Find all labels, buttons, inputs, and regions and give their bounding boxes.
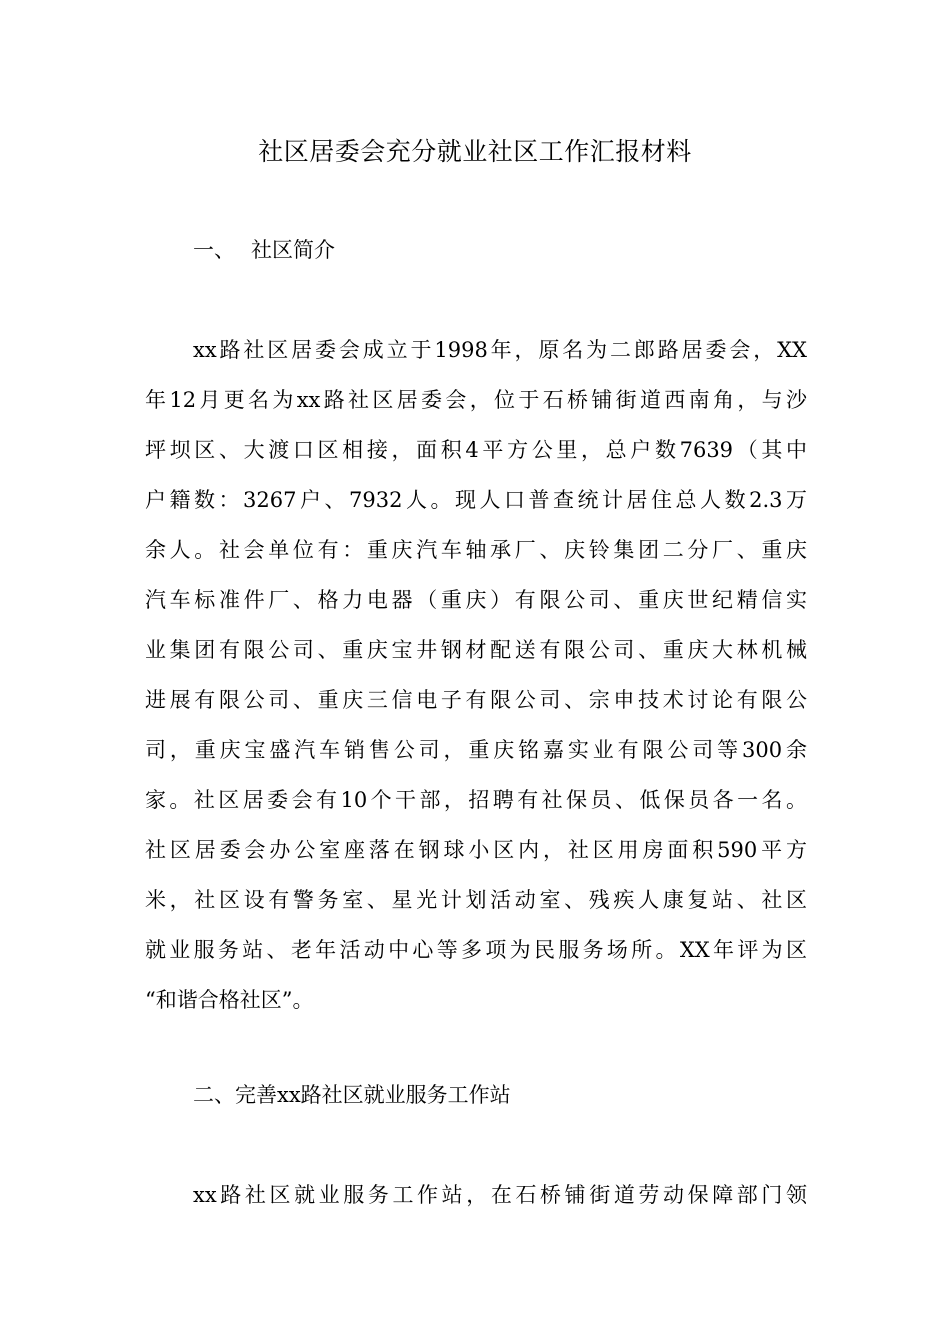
paragraph-line: 年12月更名为xx路社区居委会，位于石桥铺街道西南角，与沙 bbox=[145, 388, 807, 412]
paragraph-line: xx路社区居委会成立于1998年，原名为二郎路居委会，XX bbox=[193, 338, 807, 362]
paragraph-line: 业集团有限公司、重庆宝井钢材配送有限公司、重庆大林机械 bbox=[145, 638, 807, 662]
section-2-paragraph bbox=[145, 1170, 807, 1220]
section-number-1: 一、 bbox=[193, 238, 235, 262]
paragraph-line: 司，重庆宝盛汽车销售公司，重庆铭嘉实业有限公司等300余 bbox=[145, 738, 807, 762]
paragraph-line: 家。社区居委会有10个干部，招聘有社保员、低保员各一名。 bbox=[145, 788, 807, 812]
paragraph-line: “和谐合格社区”。 bbox=[145, 988, 314, 1012]
section-title-1: 社区简介 bbox=[251, 238, 335, 262]
paragraph-line: xx路社区就业服务工作站，在石桥铺街道劳动保障部门领 bbox=[193, 1183, 807, 1207]
document-title: 社区居委会充分就业社区工作汇报材料 bbox=[258, 137, 692, 166]
section-heading-1 bbox=[193, 225, 805, 275]
section-1-paragraph bbox=[145, 325, 807, 1025]
paragraph-line: 社区居委会办公室座落在钢球小区内，社区用房面积590平方 bbox=[145, 838, 807, 862]
paragraph-line: 汽车标准件厂、格力电器（重庆）有限公司、重庆世纪精信实 bbox=[145, 588, 807, 612]
paragraph-line: 余人。社会单位有：重庆汽车轴承厂、庆铃集团二分厂、重庆 bbox=[145, 538, 807, 562]
paragraph-line: 户籍数：3267户、7932人。现人口普查统计居住总人数2.3万 bbox=[145, 488, 807, 512]
section-number-2: 二、 bbox=[193, 1083, 235, 1107]
paragraph-line: 坪坝区、大渡口区相接，面积4平方公里，总户数7639（其中 bbox=[145, 438, 807, 462]
paragraph-line: 进展有限公司、重庆三信电子有限公司、宗申技术讨论有限公 bbox=[145, 688, 807, 712]
paragraph-line: 就业服务站、老年活动中心等多项为民服务场所。XX年评为区 bbox=[145, 938, 807, 962]
paragraph-line: 米，社区设有警务室、星光计划活动室、残疾人康复站、社区 bbox=[145, 888, 807, 912]
section-heading-2 bbox=[193, 1070, 805, 1120]
section-title-2: 完善xx路社区就业服务工作站 bbox=[235, 1083, 511, 1107]
